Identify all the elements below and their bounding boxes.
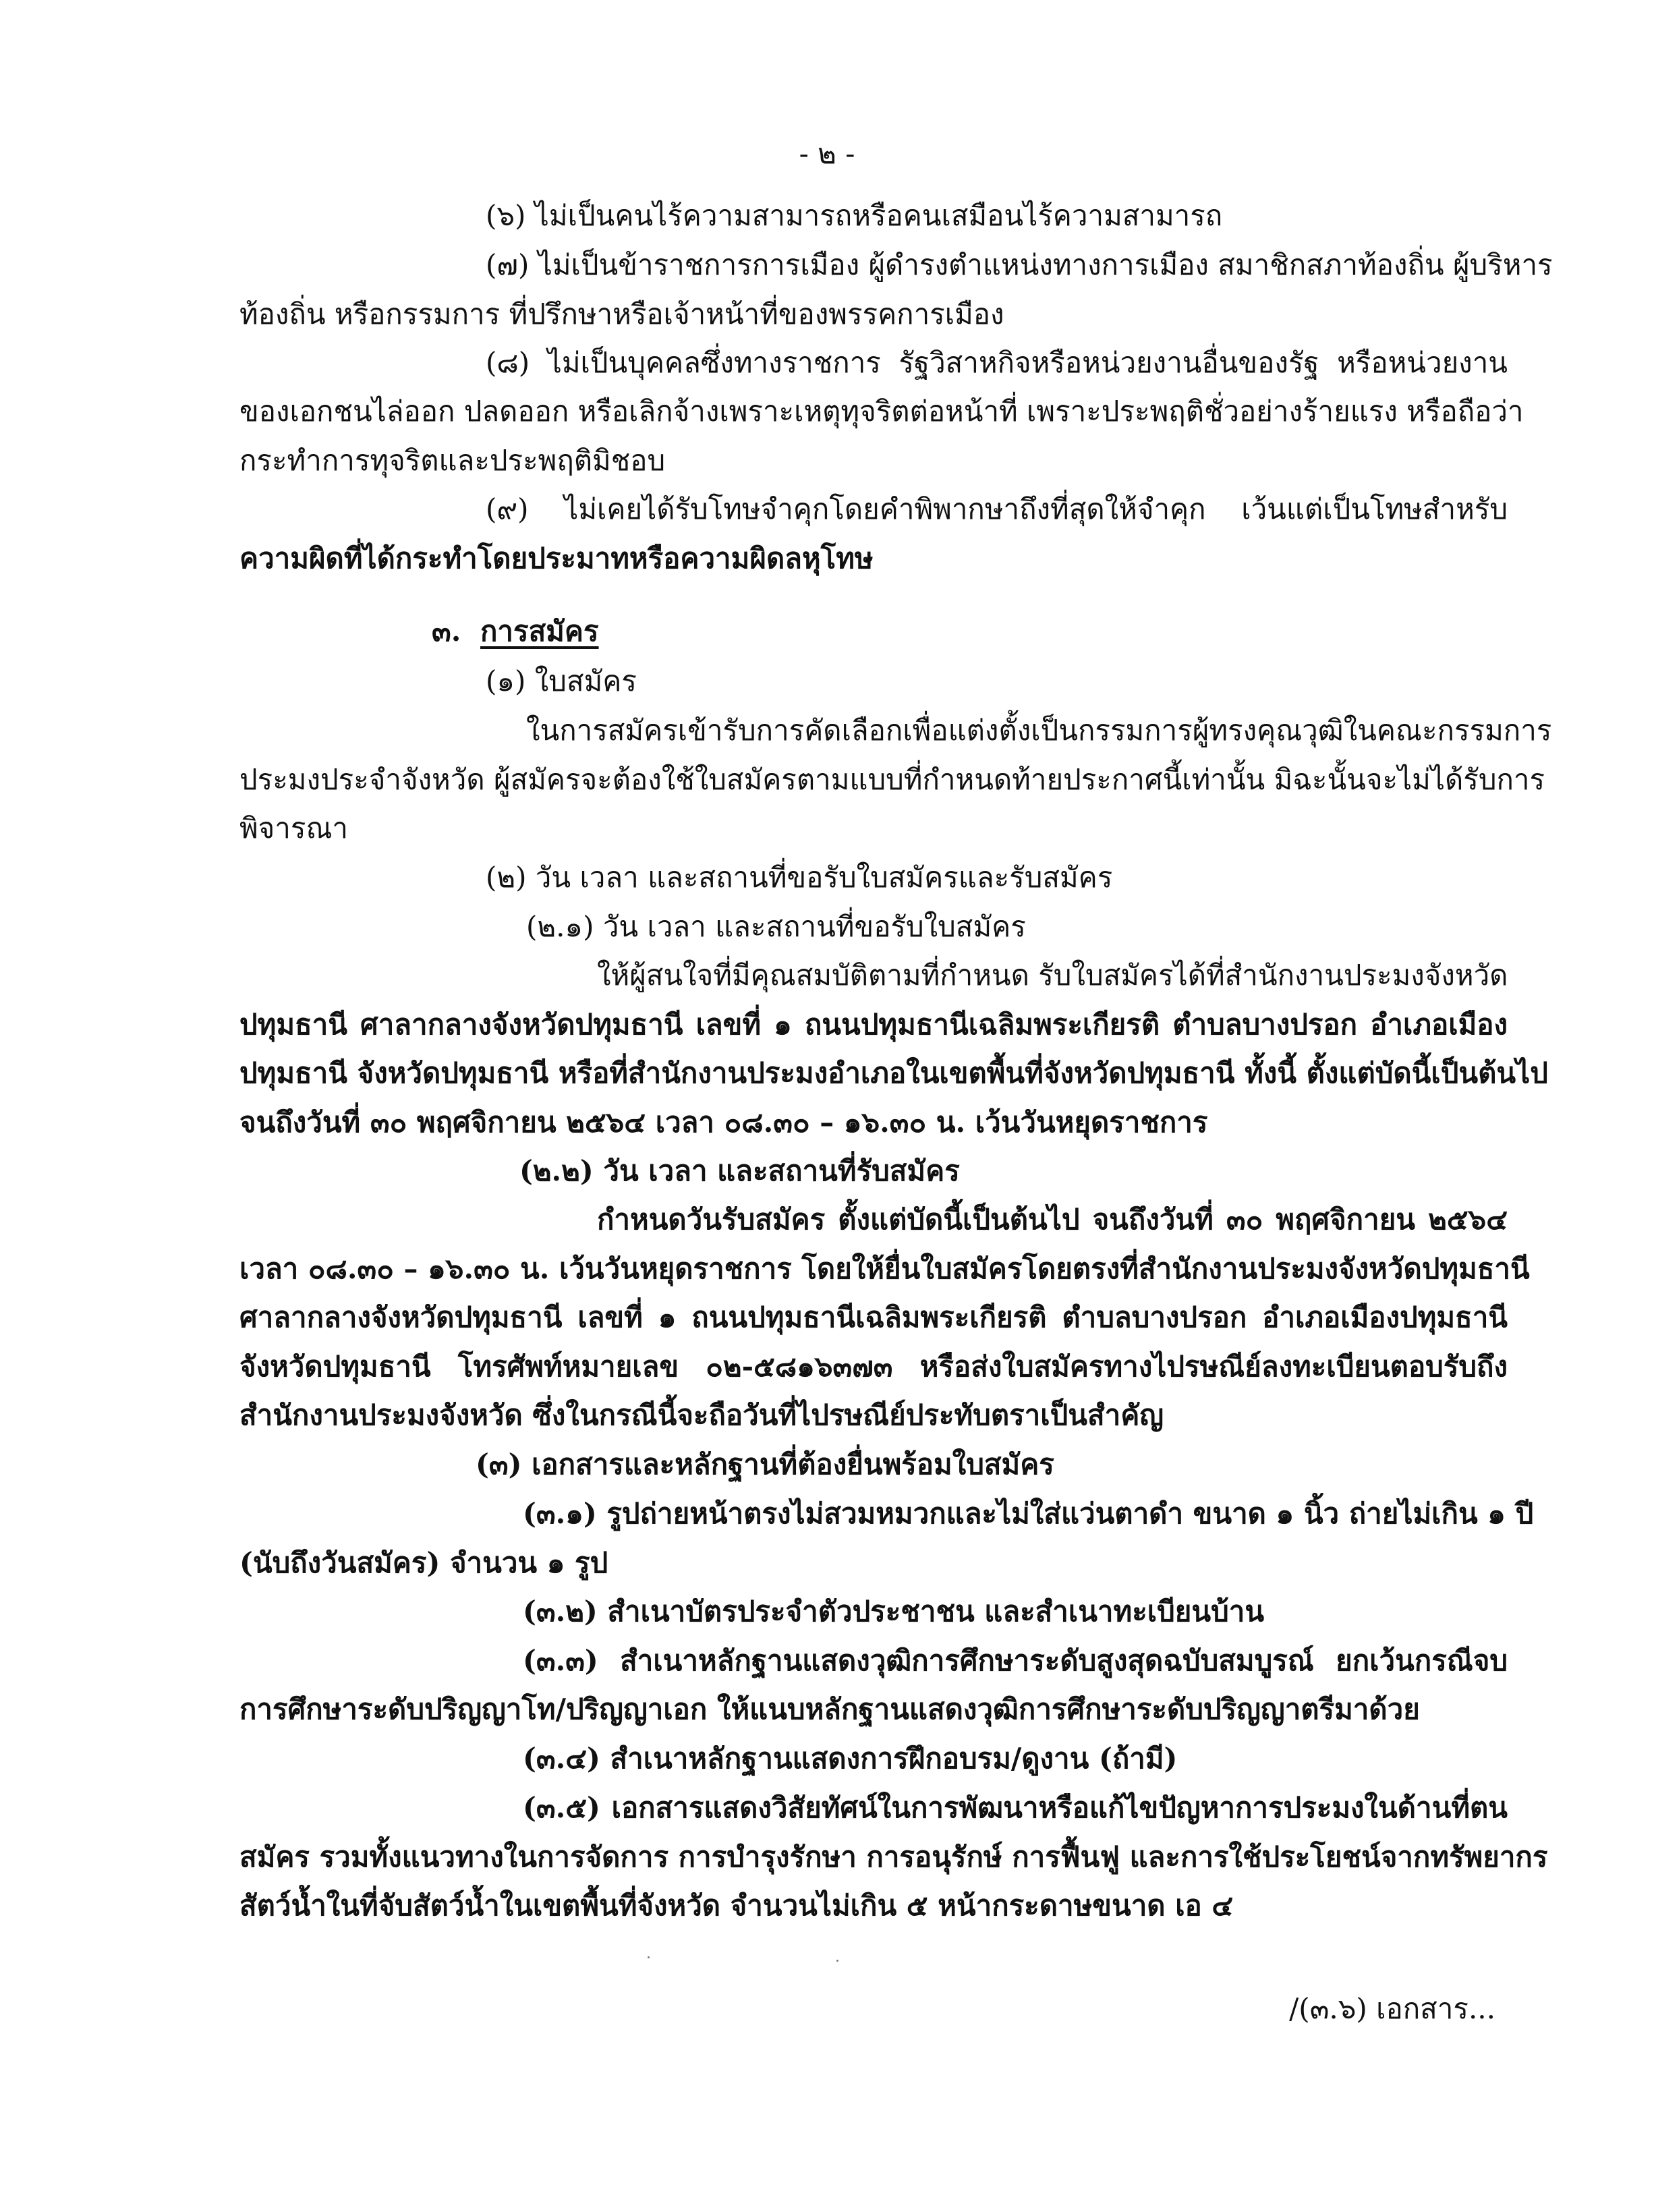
paragraph-line: ท้องถิ่น หรือกรรมการ ที่ปรึกษาหรือเจ้าหน้าที่ของพรรคการเมือง [239, 297, 1004, 331]
paragraph-line: ปทุมธานี จังหวัดปทุมธานี หรือที่สำนักงานประมงอำเภอในเขตพื้นที่จังหวัดปทุมธานี ทั้งนี้ ตั้งแต่บัดนี้เป็นต้นไป [239, 1056, 1548, 1089]
paragraph-line: ปทุมธานี ศาลากลางจังหวัดปทุมธานี เลขที่ ๑ ถนนปทุมธานีเฉลิมพระเกียรติ ตำบลบางปรอก อำเภอเมือง [239, 1008, 1508, 1041]
paragraph-line: เวลา ๐๘.๓๐ – ๑๖.๓๐ น. เว้นวันหยุดราชการ โดยให้ยื่นใบสมัครโดยตรงที่สำนักงานประมงจังหวัดปทุมธานี [239, 1252, 1530, 1285]
paragraph-line: ของเอกชนไล่ออก ปลดออก หรือเลิกจ้างเพราะเหตุทุจริตต่อหน้าที่ เพราะประพฤติชั่วอย่างร้ายแรง หรือถือว่า [239, 395, 1524, 428]
paragraph-line: (๓.๕) เอกสารแสดงวิสัยทัศน์ในการพัฒนาหรือแก้ไขปัญหาการประมงในด้านที่ตน [523, 1791, 1508, 1824]
continuation-marker: /(๓.๖) เอกสาร... [1289, 1992, 1495, 2025]
section-number: ๓. [432, 615, 461, 648]
paragraph-line: การศึกษาระดับปริญญาโท/ปริญญาเอก ให้แนบหลักฐานแสดงวุฒิการศึกษาระดับปริญญาตรีมาด้วย [239, 1693, 1420, 1726]
paragraph-line: (๓.๓) สำเนาหลักฐานแสดงวุฒิการศึกษาระดับสูงสุดฉบับสมบูรณ์ ยกเว้นกรณีจบ [523, 1644, 1508, 1677]
subheading: (๒) วัน เวลา และสถานที่ขอรับใบสมัครและรับสมัคร [486, 861, 1113, 894]
paragraph-line: จนถึงวันที่ ๓๐ พฤศจิกายน ๒๕๖๔ เวลา ๐๘.๓๐ – ๑๖.๓๐ น. เว้นวันหยุดราชการ [239, 1106, 1208, 1139]
paragraph-line: พิจารณา [239, 812, 348, 845]
paragraph-line: สัตว์น้ำในที่จับสัตว์น้ำในเขตพื้นที่จังหวัด จำนวนไม่เกิน ๕ หน้ากระดาษขนาด เอ ๔ [239, 1889, 1234, 1922]
paragraph-line: กำหนดวันรับสมัคร ตั้งแต่บัดนี้เป็นต้นไป จนถึงวันที่ ๓๐ พฤศจิกายน ๒๕๖๔ [597, 1203, 1508, 1236]
paragraph-line: (๙) ไม่เคยได้รับโทษจำคุกโดยคำพิพากษาถึงที่สุดให้จำคุก เว้นแต่เป็นโทษสำหรับ [486, 492, 1508, 526]
page-number: - ๒ - [799, 137, 855, 170]
paragraph-line: (๓.๒) สำเนาบัตรประจำตัวประชาชน และสำเนาทะเบียนบ้าน [523, 1595, 1265, 1628]
paragraph-line: (นับถึงวันสมัคร) จำนวน ๑ รูป [239, 1546, 608, 1579]
section-heading: การสมัคร [480, 615, 599, 648]
paragraph-line: กระทำการทุจริตและประพฤติมิชอบ [239, 444, 666, 477]
paragraph-line: สำนักงานประมงจังหวัด ซึ่งในกรณีนี้จะถือวันที่ไปรษณีย์ประทับตราเป็นสำคัญ [239, 1398, 1164, 1431]
paragraph-line: ความผิดที่ได้กระทำโดยประมาทหรือความผิดลหุโทษ [239, 542, 874, 575]
paragraph-line: ประมงประจำจังหวัด ผู้สมัครจะต้องใช้ใบสมัครตามแบบที่กำหนดท้ายประกาศนี้เท่านั้น มิฉะนั้นจะไม่ได้รับการ [239, 763, 1545, 796]
scan-speck [648, 1956, 650, 1958]
subheading: (๑) ใบสมัคร [486, 664, 637, 698]
scan-speck [836, 1960, 838, 1962]
paragraph-line: ในการสมัครเข้ารับการคัดเลือกเพื่อแต่งตั้งเป็นกรรมการผู้ทรงคุณวุฒิในคณะกรรมการ [526, 714, 1552, 747]
subheading: (๒.๒) วัน เวลา และสถานที่รับสมัคร [519, 1154, 960, 1187]
paragraph-line: ศาลากลางจังหวัดปทุมธานี เลขที่ ๑ ถนนปทุมธานีเฉลิมพระเกียรติ ตำบลบางปรอก อำเภอเมืองปทุมธานี [239, 1301, 1508, 1334]
paragraph-line: (๖) ไม่เป็นคนไร้ความสามารถหรือคนเสมือนไร้ความสามารถ [486, 199, 1223, 232]
subheading: (๒.๑) วัน เวลา และสถานที่ขอรับใบสมัคร [526, 910, 1026, 943]
paragraph-line: (๓.๑) รูปถ่ายหน้าตรงไม่สวมหมวกและไม่ใส่แว่นตาดำ ขนาด ๑ นิ้ว ถ่ายไม่เกิน ๑ ปี [523, 1497, 1534, 1530]
paragraph-line: (๓.๔) สำเนาหลักฐานแสดงการฝึกอบรม/ดูงาน (ถ้ามี) [523, 1742, 1178, 1775]
paragraph-line: ให้ผู้สนใจที่มีคุณสมบัติตามที่กำหนด รับใบสมัครได้ที่สำนักงานประมงจังหวัด [597, 959, 1508, 992]
paragraph-line: สมัคร รวมทั้งแนวทางในการจัดการ การบำรุงรักษา การอนุรักษ์ การฟื้นฟู และการใช้ประโยชน์จากทรัพยากร [239, 1840, 1548, 1873]
paragraph-line: (๗) ไม่เป็นข้าราชการการเมือง ผู้ดำรงตำแหน่งทางการเมือง สมาชิกสภาท้องถิ่น ผู้บริหาร [486, 248, 1553, 281]
paragraph-line: (๘) ไม่เป็นบุคคลซึ่งทางราชการ รัฐวิสาหกิจหรือหน่วยงานอื่นของรัฐ หรือหน่วยงาน [486, 346, 1508, 379]
paragraph-line: จังหวัดปทุมธานี โทรศัพท์หมายเลข ๐๒-๕๘๑๖๓๗๓ หรือส่งใบสมัครทางไปรษณีย์ลงทะเบียนตอบรับถึง [239, 1350, 1508, 1383]
subheading: (๓) เอกสารและหลักฐานที่ต้องยื่นพร้อมใบสมัคร [476, 1448, 1054, 1481]
